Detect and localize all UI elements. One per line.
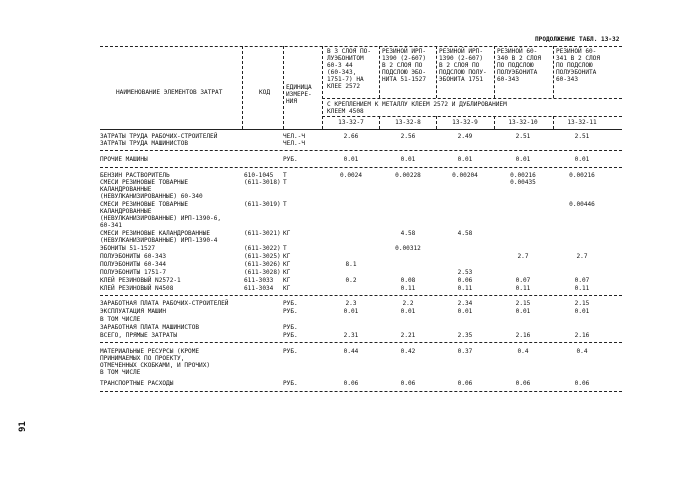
col-divider-code3	[436, 116, 437, 129]
table-bottom-rule	[100, 391, 622, 392]
header-top-rule	[100, 46, 622, 47]
col-divider-code2	[379, 116, 380, 129]
col-divider-unit	[283, 46, 284, 129]
col-divider-c2	[379, 46, 380, 98]
header-mid-rule	[322, 98, 622, 99]
header-bottom-rule	[100, 129, 622, 130]
col-divider-c1	[322, 46, 323, 129]
row-divider	[100, 150, 622, 151]
row-divider	[100, 167, 622, 168]
row-divider	[100, 295, 622, 296]
col-divider-code4	[494, 116, 495, 129]
header-code: КОД	[259, 89, 271, 96]
row-divider	[100, 342, 622, 343]
page-number: 91	[18, 421, 28, 432]
table-continuation-title: ПРОДОЛЖЕНИЕ ТАБЛ. 13-32	[535, 36, 620, 43]
header-name: НАИМЕНОВАНИЕ ЭЛЕМЕНТОВ ЗАТРАТ	[116, 89, 223, 96]
col-divider-code	[242, 46, 243, 129]
col-divider-c5	[553, 46, 554, 98]
col-divider-c4	[494, 46, 495, 98]
col-divider-code5	[553, 116, 554, 129]
col-divider-c3	[436, 46, 437, 98]
header-note-rule	[322, 116, 622, 117]
